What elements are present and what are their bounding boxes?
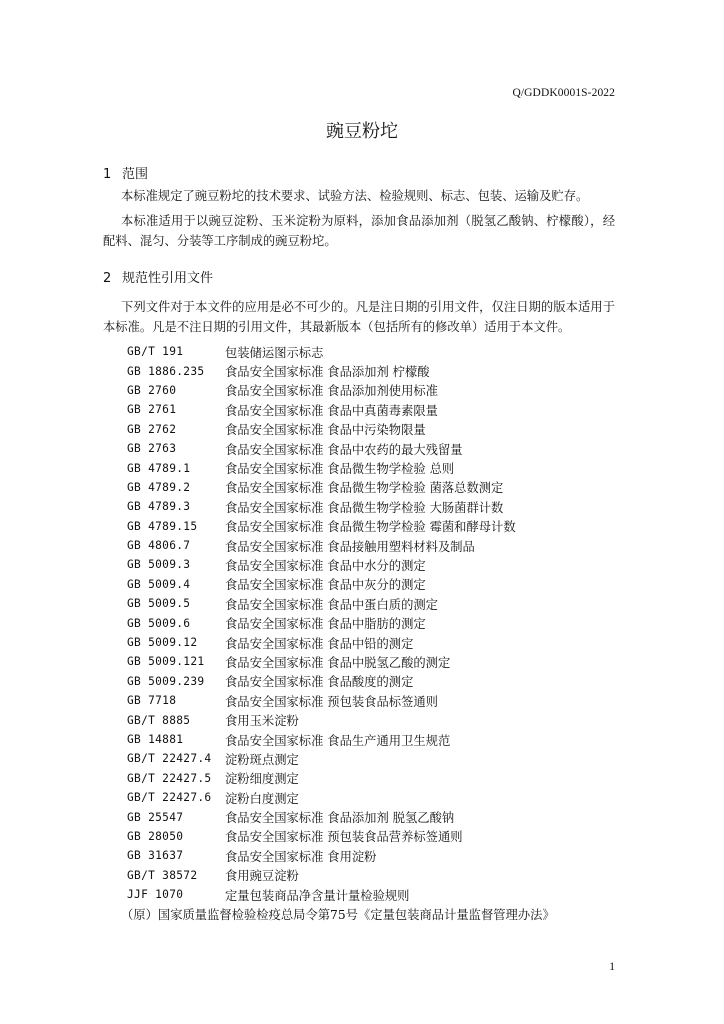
reference-code: GB/T 191 [127,345,184,359]
reference-code: GB 7718 [127,694,177,708]
regulation-note: （原）国家质量监督检验检疫总局令第75号《定量包装商品计量监督管理办法》 [121,908,555,922]
reference-title: 食品安全国家标准 食品微生物学检验 霉菌和酵母计数 [225,520,516,535]
section-heading-scope [103,163,148,182]
reference-code: GB/T 22427.6 [127,791,212,805]
reference-code: GB 4789.2 [127,480,191,494]
reference-item [127,769,516,788]
reference-code: GB/T 8885 [127,713,191,727]
reference-item [127,517,516,536]
reference-item [127,555,516,574]
reference-title: 食品安全国家标准 食品添加剂 柠檬酸 [225,365,430,380]
reference-code: GB 4789.3 [127,500,191,514]
section-number: 1 [103,167,112,182]
reference-item [127,885,516,904]
reference-list [127,342,516,904]
reference-code: GB 4806.7 [127,539,191,553]
reference-item [127,613,516,632]
reference-item [127,749,516,768]
reference-title: 食品安全国家标准 食品添加剂 脱氢乙酸钠 [225,811,455,826]
scope-paragraph-1: 本标准规定了豌豆粉坨的技术要求、试验方法、检验规则、标志、包装、运输及贮存。 [121,189,589,203]
reference-title: 食品安全国家标准 食品中灰分的测定 [225,578,426,593]
reference-item [127,866,516,885]
references-intro-paragraph: 下列文件对于本文件的应用是必不可少的。凡是注日期的引用文件，仅注日期的版本适用于本标准。凡是不注日期的引用文件，其最新版本（包括所有的修改单）适用于本文件。 [103,300,615,334]
reference-code: GB 4789.1 [127,461,191,475]
reference-code: GB 25547 [127,810,184,824]
reference-item [127,420,516,439]
reference-code: GB 2761 [127,403,177,417]
reference-item [127,807,516,826]
reference-item [127,846,516,865]
reference-item [127,672,516,691]
reference-title: 食品安全国家标准 食品中铅的测定 [225,636,414,651]
reference-title: 食品安全国家标准 食品生产通用卫生规范 [225,733,451,748]
reference-code: GB/T 22427.5 [127,771,212,785]
section-heading-normative-references [103,267,213,286]
reference-code: GB 5009.4 [127,577,191,591]
reference-item [127,478,516,497]
reference-code: GB 4789.15 [127,519,198,533]
reference-code: GB 5009.121 [127,655,205,669]
reference-item [127,575,516,594]
reference-item [127,400,516,419]
section-title: 规范性引用文件 [122,271,214,286]
reference-title: 淀粉斑点测定 [225,752,299,767]
reference-title: 食品安全国家标准 食品中蛋白质的测定 [225,597,438,612]
reference-item [127,381,516,400]
reference-item [127,439,516,458]
reference-title: 食品安全国家标准 食品微生物学检验 菌落总数测定 [225,481,504,496]
reference-code: GB 2762 [127,422,177,436]
reference-title: 食品安全国家标准 食品中污染物限量 [225,423,426,438]
reference-item [127,458,516,477]
reference-item [127,497,516,516]
reference-code: GB/T 38572 [127,868,198,882]
reference-code: GB 5009.5 [127,597,191,611]
reference-code: JJF 1070 [127,888,184,902]
section-number: 2 [103,271,112,286]
document-title: 豌豆粉坨 [326,121,398,142]
reference-title: 食用玉米淀粉 [225,714,299,729]
reference-title: 食品安全国家标准 食品中真菌毒素限量 [225,403,438,418]
section-title: 范围 [122,167,149,182]
reference-item [127,710,516,729]
reference-item [127,691,516,710]
reference-item [127,633,516,652]
reference-title: 食用豌豆淀粉 [225,869,299,884]
reference-title: 定量包装商品净含量计量检验规则 [225,888,410,903]
reference-item [127,536,516,555]
reference-title: 食品安全国家标准 食品中脱氢乙酸的测定 [225,655,451,670]
reference-code: GB 1886.235 [127,364,205,378]
reference-title: 食品安全国家标准 食品添加剂使用标准 [225,384,438,399]
reference-code: GB/T 22427.4 [127,752,212,766]
reference-title: 食品安全国家标准 食品接触用塑料材料及制品 [225,539,475,554]
reference-item [127,361,516,380]
reference-title: 食品安全国家标准 预包装食品营养标签通则 [225,830,463,845]
reference-code: GB 5009.6 [127,616,191,630]
reference-item [127,827,516,846]
reference-code: GB 31637 [127,849,184,863]
reference-title: 食品安全国家标准 食用淀粉 [225,849,377,864]
reference-code: GB 28050 [127,829,184,843]
reference-code: GB 5009.12 [127,636,198,650]
reference-item [127,594,516,613]
reference-item [127,652,516,671]
reference-title: 食品安全国家标准 食品酸度的测定 [225,675,414,690]
reference-item [127,342,516,361]
reference-code: GB 5009.239 [127,674,205,688]
reference-title: 食品安全国家标准 食品中农药的最大残留量 [225,442,463,457]
reference-code: GB 5009.3 [127,558,191,572]
reference-title: 食品安全国家标准 预包装食品标签通则 [225,694,438,709]
reference-code: GB 14881 [127,733,184,746]
reference-title: 包装储运图示标志 [225,345,324,360]
reference-item [127,788,516,807]
page-number: 1 [609,961,615,973]
reference-title: 食品安全国家标准 食品微生物学检验 大肠菌群计数 [225,500,504,515]
reference-title: 食品安全国家标准 食品中脂肪的测定 [225,617,426,632]
reference-title: 淀粉细度测定 [225,772,299,787]
reference-code: GB 2760 [127,383,177,397]
scope-paragraph-2: 本标准适用于以豌豆淀粉、玉米淀粉为原料，添加食品添加剂（脱氢乙酸钠、柠檬酸），经配料、混匀、分装等工序制成的豌豆粉坨。 [103,214,615,248]
reference-item [127,730,516,749]
reference-title: 食品安全国家标准 食品中水分的测定 [225,558,426,573]
reference-title: 食品安全国家标准 食品微生物学检验 总则 [225,462,455,477]
reference-title: 淀粉白度测定 [225,791,299,806]
reference-code: GB 2763 [127,442,177,456]
document-code: Q/GDDK0001S-2022 [512,87,615,99]
